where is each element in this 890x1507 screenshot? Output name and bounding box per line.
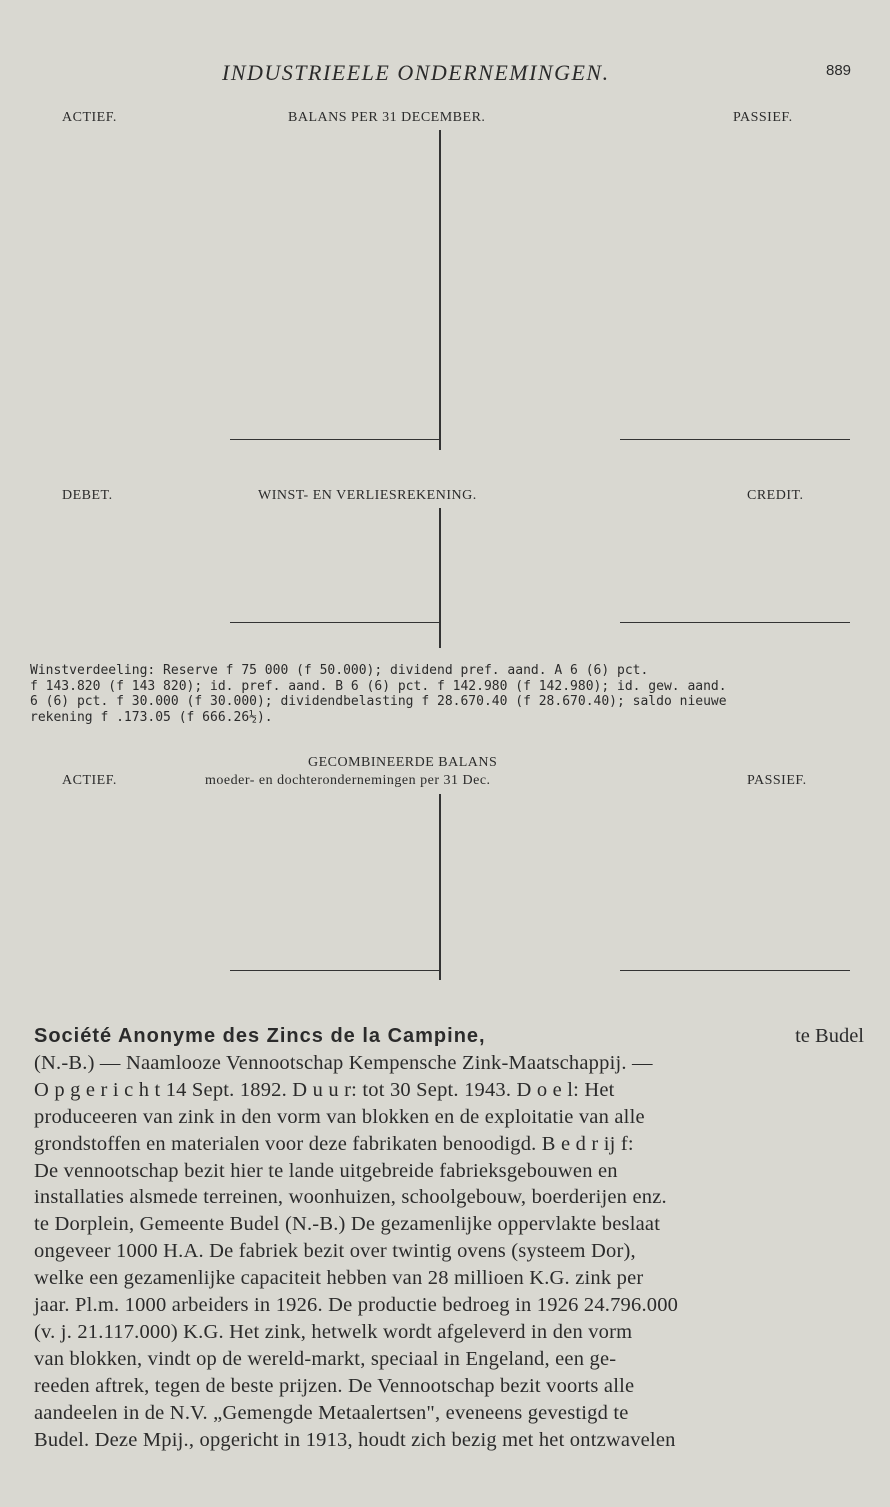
winst-title: WINST- EN VERLIESREKENING. bbox=[258, 488, 477, 503]
balans-title: BALANS PER 31 DECEMBER. bbox=[288, 110, 486, 125]
company-text-line: (v. j. 21.117.000) K.G. Het zink, hetwelk wordt afgeleverd in den vorm bbox=[34, 1320, 633, 1343]
column-divider bbox=[439, 130, 441, 450]
total-rule bbox=[620, 439, 850, 440]
winstverdeeling-line: rekening f .173.05 (f 666.26½). bbox=[30, 709, 273, 725]
gecombineerde-title: GECOMBINEERDE BALANS bbox=[308, 755, 498, 770]
company-text-line: jaar. Pl.m. 1000 arbeiders in 1926. De productie bedroeg in 1926 24.796.000 bbox=[34, 1294, 679, 1316]
company-location: te Budel bbox=[795, 1025, 864, 1047]
actief-label: ACTIEF. bbox=[62, 773, 117, 788]
company-title: Société Anonyme des Zincs de la Campine, bbox=[34, 1025, 486, 1047]
actief-label: ACTIEF. bbox=[62, 110, 117, 125]
company-text-line: ongeveer 1000 H.A. De fabriek bezit over twintig ovens (systeem Dor), bbox=[34, 1240, 636, 1263]
company-text-line: aandeelen in de N.V. „Gemengde Metaalertsen", eveneens gevestigd te bbox=[34, 1401, 629, 1424]
total-rule bbox=[230, 970, 440, 971]
company-text-line: Budel. Deze Mpij., opgericht in 1913, houdt zich bezig met het ontzwavelen bbox=[34, 1428, 676, 1451]
total-rule bbox=[620, 622, 850, 623]
company-text-line: van blokken, vindt op de wereld-markt, speciaal in Engeland, een ge- bbox=[34, 1347, 617, 1370]
company-text-line: te Dorplein, Gemeente Budel (N.-B.) De gezamenlijke oppervlakte beslaat bbox=[34, 1213, 661, 1236]
gecombineerde-subtitle: moeder- en dochterondernemingen per 31 Dec. bbox=[205, 773, 491, 788]
total-rule bbox=[620, 970, 850, 971]
column-divider bbox=[439, 508, 441, 648]
passief-label: PASSIEF. bbox=[733, 110, 793, 125]
credit-label: CREDIT. bbox=[747, 488, 804, 503]
company-text-line: welke een gezamenlijke capaciteit hebben van 28 millioen K.G. zink per bbox=[34, 1267, 644, 1290]
total-rule bbox=[230, 439, 440, 440]
page-header-title: INDUSTRIEELE ONDERNEMINGEN. bbox=[222, 60, 610, 85]
company-text-line: produceeren van zink in den vorm van blokken en de exploitatie van alle bbox=[34, 1105, 645, 1128]
total-rule bbox=[230, 622, 440, 623]
page-number: 889 bbox=[826, 62, 852, 79]
winstverdeeling-line: f 143.820 (f 143 820); id. pref. aand. B 6 (6) pct. f 142.980 (f 142.980); id. gew. aand. bbox=[30, 678, 727, 694]
company-text-line: reeden aftrek, tegen de beste prijzen. De Vennootschap bezit voorts alle bbox=[34, 1374, 635, 1397]
debet-label: DEBET. bbox=[62, 488, 113, 503]
company-text-line: (N.-B.) — Naamlooze Vennootschap Kempensche Zink-Maatschappij. — bbox=[34, 1051, 653, 1074]
company-text-line: De vennootschap bezit hier te lande uitgebreide fabrieksgebouwen en bbox=[34, 1159, 618, 1182]
company-text-line: grondstoffen en materialen voor deze fabrikaten benoodigd. B e d r ij f: bbox=[34, 1132, 634, 1155]
company-text-line: installaties alsmede terreinen, woonhuizen, schoolgebouw, boerderijen enz. bbox=[34, 1186, 667, 1209]
winstverdeeling-line: 6 (6) pct. f 30.000 (f 30.000); dividendbelasting f 28.670.40 (f 28.670.40); saldo nieuwe bbox=[30, 694, 727, 709]
company-text-line: O p g e r i c h t 14 Sept. 1892. D u u r: tot 30 Sept. 1943. D o e l: Het bbox=[34, 1078, 615, 1101]
company-title-line bbox=[34, 1023, 864, 1050]
winstverdeeling-line: Winstverdeeling: Reserve f 75 000 (f 50.000); dividend pref. aand. A 6 (6) pct. bbox=[30, 663, 649, 678]
column-divider bbox=[439, 794, 441, 980]
passief-label: PASSIEF. bbox=[747, 773, 807, 788]
